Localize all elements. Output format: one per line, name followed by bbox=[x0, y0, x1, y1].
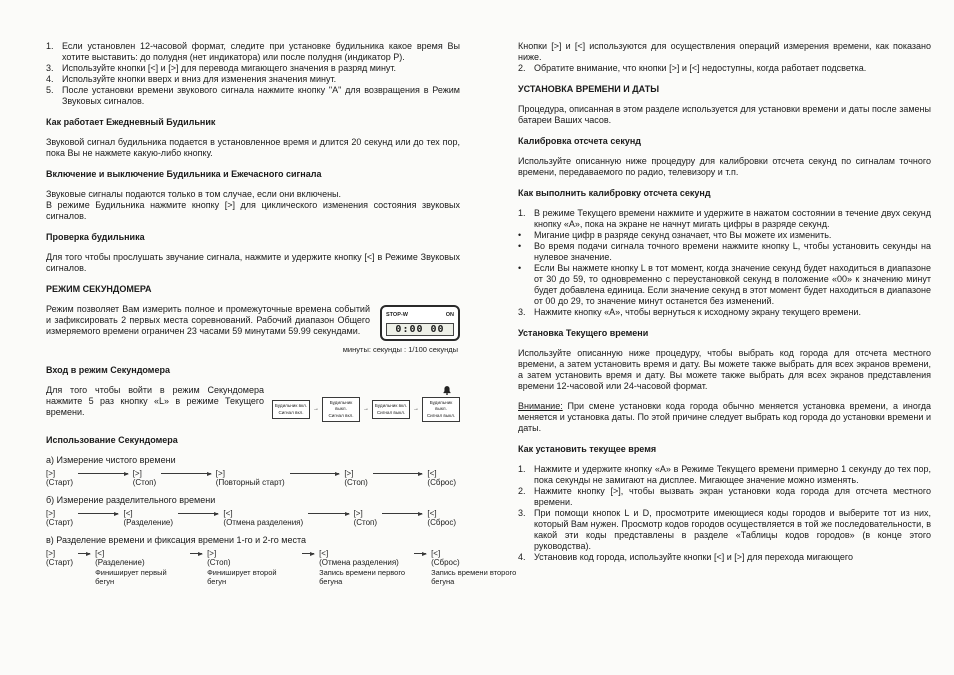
set-time-list bbox=[518, 464, 931, 563]
step-button: [>] bbox=[132, 468, 142, 478]
step-label: (Отмена разделения) bbox=[319, 558, 399, 568]
step-note: Финиширует первый бегун bbox=[95, 567, 167, 586]
diagram-step bbox=[354, 509, 377, 528]
section-heading-enter-stopwatch: Вход в режим Секундомера bbox=[46, 365, 170, 375]
step-button: [<] bbox=[223, 508, 233, 518]
bell-icon bbox=[442, 385, 452, 396]
step-button: [>] bbox=[344, 468, 354, 478]
bullet-marker: • bbox=[518, 230, 522, 240]
lcd-header bbox=[386, 310, 454, 321]
step-button: [>] bbox=[215, 468, 225, 478]
alarm-state-box bbox=[272, 400, 310, 419]
flow-connector bbox=[290, 469, 340, 474]
flow-connector bbox=[382, 509, 422, 514]
diagram-step bbox=[95, 549, 185, 586]
diagram-step bbox=[216, 469, 285, 488]
flow-connector bbox=[161, 469, 211, 474]
step-button: [<] bbox=[431, 548, 441, 558]
step-button: [>] bbox=[46, 548, 56, 558]
paragraph: Режим позволяет Вам измерить полное и промежуточные времена событий и зафиксировать 2 первых места соревнований. Рабочий диапазон Общего измеряемого времени ограничен 23 часами 59 минутами 59.99 секундами. bbox=[46, 304, 370, 336]
flow-connector bbox=[414, 549, 426, 554]
lcd-mode-label: STOP-W bbox=[386, 312, 408, 318]
step-label: (Повторный старт) bbox=[215, 478, 285, 488]
list-text: После установки времени звукового сигнала нажмите кнопку "А" для возвращения в Режим Звуковых сигналов. bbox=[62, 85, 460, 106]
step-button: [<] bbox=[123, 508, 133, 518]
diagram-step bbox=[133, 469, 156, 488]
list-item bbox=[518, 208, 931, 230]
arrow-icon: → bbox=[313, 405, 319, 412]
arrow-icon: → bbox=[363, 405, 369, 412]
paragraph: Кнопки [>] и [<] используются для осуществления операций измерения времени, как показано ниже. bbox=[518, 41, 931, 62]
stopwatch-display-figure bbox=[380, 305, 460, 341]
paragraph: Для того чтобы прослушать звучание сигнала, нажмите и удержите кнопку [<] в Режиме Звуковых сигналов. bbox=[46, 252, 460, 273]
state-line: Будильник вкл. bbox=[374, 402, 408, 408]
paragraph: Используйте описанную ниже процедуру для калибровки отсчета секунд по сигналам точного времени, передаваемого по радио, телевизору и т.п. bbox=[518, 156, 931, 177]
calibration-list bbox=[518, 208, 931, 318]
section-heading-alarm-test: Проверка будильника bbox=[46, 232, 145, 242]
diagram-step bbox=[123, 509, 173, 528]
step-button: [<] bbox=[319, 548, 329, 558]
diagram-step bbox=[46, 509, 73, 528]
diagram-row-b bbox=[46, 509, 460, 528]
step-note: Запись времени второго бегуна bbox=[431, 567, 517, 586]
step-button: [<] bbox=[427, 508, 437, 518]
step-note: Финиширует второй бегун bbox=[207, 567, 277, 586]
list-marker: 3. bbox=[518, 508, 526, 518]
diagram-step bbox=[427, 509, 456, 528]
list-item bbox=[518, 63, 931, 74]
list-marker: 1. bbox=[46, 41, 54, 51]
step-label: (Стоп) bbox=[344, 478, 368, 488]
flow-connector bbox=[78, 469, 128, 474]
flow-connector bbox=[78, 509, 118, 514]
list-item bbox=[518, 552, 931, 563]
diagram-subtitle-a: а) Измерение чистого времени bbox=[46, 454, 176, 465]
list-text: Во время подачи сигнала точного времени нажмите кнопку L, чтобы установить секунды на нулевое значение. bbox=[534, 241, 931, 262]
section-heading-stopwatch-mode: РЕЖИМ СЕКУНДОМЕРА bbox=[46, 284, 152, 294]
step-button: [>] bbox=[353, 508, 363, 518]
diagram-subtitle-b: б) Измерение разделительного времени bbox=[46, 494, 216, 505]
state-line: Сигнал выкл. bbox=[426, 412, 456, 418]
alarm-setup-list bbox=[46, 41, 460, 107]
diagram-step bbox=[46, 549, 73, 568]
section-heading-how-calibrate: Как выполнить калибровку отсчета секунд bbox=[518, 188, 711, 198]
paragraph: Звуковой сигнал будильника подается в установленное время и длится 20 секунд или до тех пор, пока Вы не нажмете какую-либо кнопку. bbox=[46, 137, 460, 158]
state-line: Сигнал вкл. bbox=[278, 409, 304, 415]
list-text: Обратите внимание, что кнопки [>] и [<] недоступны, когда работает подсветка. bbox=[534, 63, 867, 73]
state-line: Будильник выкл. bbox=[329, 400, 353, 411]
step-label: (Старт) bbox=[46, 518, 74, 528]
step-button: [<] bbox=[95, 548, 105, 558]
diagram-row-c bbox=[46, 548, 517, 586]
step-label: (Разделение) bbox=[95, 558, 145, 568]
diagram-step bbox=[427, 469, 456, 488]
step-label: (Сброс) bbox=[427, 518, 457, 528]
lcd-caption: минуты: секунды : 1/100 секунды bbox=[342, 345, 458, 354]
flow-connector bbox=[308, 509, 348, 514]
diagram-row-a bbox=[46, 469, 460, 488]
diagram-step bbox=[223, 509, 303, 528]
diagram-step bbox=[207, 549, 297, 586]
list-item bbox=[518, 307, 931, 318]
list-item bbox=[46, 41, 460, 63]
enter-stopwatch-block bbox=[46, 385, 460, 425]
list-item bbox=[518, 508, 931, 552]
step-label: (Стоп) bbox=[207, 558, 231, 568]
list-text: Нажмите и удержите кнопку «А» в Режиме Текущего времени примерно 1 секунду до тех пор, пока секунды не замигают на дисплее. Мигающее значение можно изменять. bbox=[534, 464, 931, 485]
step-label: (Сброс) bbox=[431, 558, 460, 568]
alarm-state-box bbox=[322, 397, 360, 422]
diagram-step bbox=[46, 469, 73, 488]
step-label: (Сброс) bbox=[427, 478, 457, 488]
step-button: [>] bbox=[207, 548, 217, 558]
step-button: [>] bbox=[46, 468, 56, 478]
list-text: Нажмите кнопку «А», чтобы вернуться к исходному экрану текущего времени. bbox=[534, 307, 861, 317]
step-label: (Стоп) bbox=[132, 478, 157, 488]
list-text: Если установлен 12-часовой формат, следите при установке будильника какое время Вы хотите выставить: до полудня (нет индикатора) или после полудня (индикатор P). bbox=[62, 41, 460, 62]
section-heading-time-date: УСТАНОВКА ВРЕМЕНИ И ДАТЫ bbox=[518, 84, 660, 94]
list-item bbox=[518, 486, 931, 508]
alarm-state-box bbox=[372, 400, 410, 419]
attention-label: Внимание: bbox=[518, 401, 563, 411]
flow-connector bbox=[78, 549, 90, 554]
lcd-digits: 0:00 00 bbox=[386, 323, 454, 336]
step-button: [>] bbox=[46, 508, 56, 518]
list-text: Установив код города, используйте кнопки [<] и [>] для перехода мигающего bbox=[534, 552, 853, 562]
list-item bbox=[518, 263, 931, 307]
section-heading-how-set-time: Как установить текущее время bbox=[518, 444, 657, 454]
list-item bbox=[518, 230, 931, 241]
attention-paragraph bbox=[518, 401, 931, 434]
state-line: Будильник вкл. bbox=[274, 402, 308, 408]
stopwatch-diagram bbox=[46, 454, 517, 586]
bullet-marker: • bbox=[518, 263, 522, 273]
alarm-states-figure bbox=[272, 385, 460, 422]
list-item bbox=[46, 63, 460, 74]
step-label: (Отмена разделения) bbox=[223, 518, 304, 528]
diagram-step bbox=[431, 549, 521, 586]
paragraph: Для того чтобы войти в режим Секундомера нажмите 5 раз кнопку «L» в режиме Текущего времени. bbox=[46, 385, 264, 417]
paragraph: Процедура, описанная в этом разделе используется для установки времени и даты после замены батареи Ваших часов. bbox=[518, 104, 931, 125]
right-column bbox=[518, 41, 931, 572]
list-text: При помощи кнопок L и D, просмотрите имеющиеся коды городов и выберите тот из них, который Вам нужен. Просмотр кодов городов осуществляется в той же последовательности, в какой эти коды представлены в разделе «Таблицы кодов городов» (в конце этого руководства). bbox=[534, 508, 931, 551]
step-label: (Старт) bbox=[46, 478, 74, 488]
flow-connector bbox=[373, 469, 423, 474]
list-marker: 1. bbox=[518, 208, 526, 218]
list-marker: 5. bbox=[46, 85, 54, 95]
list-marker: 4. bbox=[518, 552, 526, 562]
section-heading-seconds-calibration: Калибровка отсчета секунд bbox=[518, 136, 641, 146]
step-button: [<] bbox=[427, 468, 437, 478]
paragraph: В режиме Будильника нажмите кнопку [>] для циклического изменения состояния звуковых сигналов. bbox=[46, 200, 460, 221]
state-line: Будильник выкл. bbox=[429, 400, 453, 411]
step-label: (Старт) bbox=[46, 558, 74, 568]
paragraph: Звуковые сигналы подаются только в том случае, если они включены. bbox=[46, 189, 342, 199]
list-marker: 1. bbox=[518, 464, 526, 474]
list-text: Если Вы нажмете кнопку L в тот момент, когда значение секунд будет находиться в диапазоне от 30 до 59, то одновременно с переустановкой секунд в положение «00» к значению минут будет добавлена единица. Если значение секунд в этот момент будет находиться в диапазоне от 00 до 29, то значение минут останется без изменений. bbox=[534, 263, 931, 306]
lcd-display bbox=[380, 305, 460, 341]
list-text: Используйте кнопки вверх и вниз для изменения значения минут. bbox=[62, 74, 337, 84]
step-label: (Разделение) bbox=[123, 518, 174, 528]
diagram-step bbox=[319, 549, 409, 586]
state-line: Сигнал вкл. bbox=[328, 412, 354, 418]
lcd-on-indicator: ON bbox=[445, 312, 454, 318]
list-text: Нажмите кнопку [>], чтобы вызвать экран установки кода города для отсчета местного времени. bbox=[534, 486, 931, 507]
list-text: Мигание цифр в разряде секунд означает, что Вы можете их изменить. bbox=[534, 230, 832, 240]
section-heading-set-current-time: Установка Текущего времени bbox=[518, 328, 649, 338]
alarm-states-row bbox=[272, 397, 460, 422]
list-marker: 3. bbox=[518, 307, 526, 317]
attention-text: При смене установки кода города обычно меняется установка времени, а иногда меняется и установка даты. По этой причине следует выбрать код города до установки времени и даты. bbox=[518, 401, 931, 433]
state-line: Сигнал выкл. bbox=[376, 409, 406, 415]
section-heading-alarm-on-off: Включение и выключение Будильника и Ежечасного сигнала bbox=[46, 169, 322, 179]
stopwatch-intro-block bbox=[46, 304, 460, 344]
flow-connector bbox=[178, 509, 218, 514]
list-item bbox=[518, 241, 931, 263]
arrow-icon: → bbox=[413, 405, 419, 412]
left-column bbox=[46, 41, 517, 589]
step-note: Запись времени первого бегуна bbox=[319, 567, 406, 586]
flow-connector bbox=[302, 549, 314, 554]
paragraph: Используйте описанную ниже процедуру, чтобы выбрать код города для отсчета местного времени, а затем установить время и дату. Вы можете также выбрать для всех экранов времени, а затем установить время и дату. Вы можете также выбрать для всех экранов представления времени 12-часовой или 24-часовой формат. bbox=[518, 348, 931, 391]
step-label: (Стоп) bbox=[353, 518, 378, 528]
list-marker: 3. bbox=[46, 63, 54, 73]
list-marker: 4. bbox=[46, 74, 54, 84]
section-heading-stopwatch-usage: Использование Секундомера bbox=[46, 434, 178, 445]
list-marker: 2. bbox=[518, 486, 526, 496]
list-item bbox=[518, 464, 931, 486]
list-item bbox=[46, 74, 460, 85]
section-heading-daily-alarm: Как работает Ежедневный Будильник bbox=[46, 117, 216, 127]
diagram-step bbox=[344, 469, 367, 488]
list-text: В режиме Текущего времени нажмите и удержите в нажатом состоянии в течение двух секунд кнопку «А», пока на экране не начнут мигать цифры в разряде секунд. bbox=[534, 208, 931, 229]
flow-connector bbox=[190, 549, 202, 554]
list-marker: 2. bbox=[518, 63, 526, 73]
diagram-subtitle-c: в) Разделение времени и фиксация времени 1-го и 2-го места bbox=[46, 534, 306, 545]
bullet-marker: • bbox=[518, 241, 522, 251]
alarm-state-box bbox=[422, 397, 460, 422]
list-text: Используйте кнопки [<] и [>] для перевода мигающего значения в разряд минут. bbox=[62, 63, 397, 73]
list-item bbox=[46, 85, 460, 107]
